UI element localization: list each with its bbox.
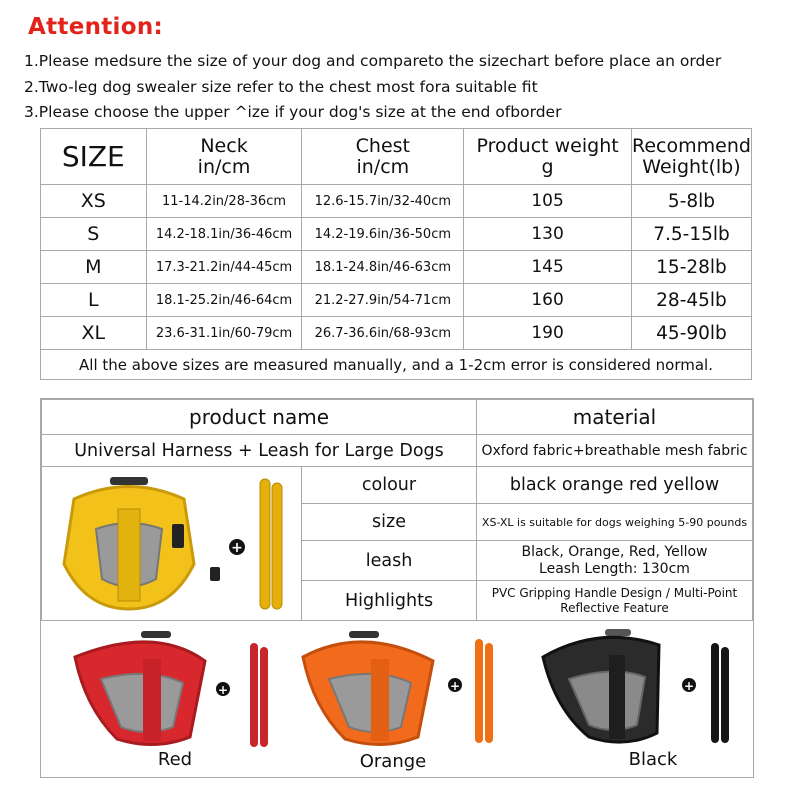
orange-harness-image bbox=[293, 627, 523, 752]
note-2: 2.Two-leg dog swealer size refer to the chest most fora suitable fit bbox=[24, 78, 538, 96]
size-cell: XL bbox=[41, 317, 147, 350]
size-cell: XS bbox=[41, 185, 147, 218]
harness-image bbox=[75, 631, 205, 745]
size-header: SIZE bbox=[41, 129, 147, 185]
size-cell: S bbox=[41, 218, 147, 251]
leash-value-line-2: Leash Length: 130cm bbox=[539, 560, 690, 577]
highlights-value bbox=[476, 580, 753, 621]
weight-cell: 160 bbox=[464, 284, 632, 317]
chest-header-label: Chest bbox=[355, 134, 410, 157]
table-row bbox=[41, 185, 752, 218]
weight-cell: 190 bbox=[464, 317, 632, 350]
neck-header-unit: in/cm bbox=[197, 155, 251, 178]
plus-icon-glyph: + bbox=[217, 683, 229, 697]
product-name-value: Universal Harness + Leash for Large Dogs bbox=[41, 434, 477, 467]
neck-cell: 23.6-31.1in/60-79cm bbox=[146, 317, 302, 350]
note-1: 1.Please medsure the size of your dog and compareto the sizechart before place an order bbox=[24, 52, 722, 70]
chest-cell: 14.2-19.6in/36-50cm bbox=[302, 218, 464, 251]
orange-variant-label: Orange bbox=[359, 751, 427, 772]
rec-cell: 5-8lb bbox=[631, 185, 751, 218]
harness-image bbox=[303, 631, 433, 745]
rec-cell: 7.5-15lb bbox=[631, 218, 751, 251]
neck-header bbox=[146, 129, 302, 185]
rec-header bbox=[631, 129, 751, 185]
black-harness-image bbox=[529, 625, 749, 750]
footnote-row bbox=[41, 350, 752, 380]
weight-header-unit: g bbox=[541, 155, 554, 178]
plus-icon-glyph: + bbox=[449, 679, 461, 693]
plus-icon-glyph: + bbox=[683, 679, 695, 693]
chest-cell: 21.2-27.9in/54-71cm bbox=[302, 284, 464, 317]
chest-cell: 18.1-24.8in/46-63cm bbox=[302, 251, 464, 284]
black-variant-label: Black bbox=[628, 749, 678, 770]
weight-header bbox=[464, 129, 632, 185]
neck-cell: 14.2-18.1in/36-46cm bbox=[146, 218, 302, 251]
leash-value-line-1: Black, Orange, Red, Yellow bbox=[521, 543, 708, 560]
material-value: Oxford fabric+breathable mesh fabric bbox=[476, 434, 753, 467]
material-header: material bbox=[476, 399, 753, 435]
attention-title: Attention: bbox=[28, 14, 164, 40]
yellow-harness-image bbox=[44, 469, 299, 619]
colour-label: colour bbox=[301, 466, 477, 504]
leash-image bbox=[260, 479, 282, 609]
chest-cell: 12.6-15.7in/32-40cm bbox=[302, 185, 464, 218]
size-value: XS-XL is suitable for dogs weighing 5-90 pounds bbox=[476, 503, 753, 541]
neck-cell: 11-14.2in/28-36cm bbox=[146, 185, 302, 218]
highlights-value-line-2: Reflective Feature bbox=[560, 600, 669, 615]
table-row bbox=[41, 251, 752, 284]
black-variant bbox=[529, 625, 749, 775]
size-table-header bbox=[41, 129, 752, 185]
size-cell: L bbox=[41, 284, 147, 317]
leash-image bbox=[711, 643, 729, 743]
rec-header-label: Recommend bbox=[632, 134, 751, 157]
note-3: 3.Please choose the upper ^ize if your dog's size at the end ofborder bbox=[24, 103, 562, 121]
weight-cell: 145 bbox=[464, 251, 632, 284]
table-row bbox=[41, 317, 752, 350]
size-chart-table bbox=[40, 128, 752, 380]
chest-cell: 26.7-36.6in/68-93cm bbox=[302, 317, 464, 350]
yellow-product-image-cell bbox=[41, 466, 302, 621]
weight-header-label: Product weight bbox=[476, 134, 619, 157]
leash-value bbox=[476, 540, 753, 581]
plus-icon-glyph: + bbox=[231, 539, 243, 556]
chest-header-unit: in/cm bbox=[356, 155, 410, 178]
leash-label: leash bbox=[301, 540, 477, 581]
rec-cell: 28-45lb bbox=[631, 284, 751, 317]
red-harness-image bbox=[55, 627, 285, 752]
rec-cell: 15-28lb bbox=[631, 251, 751, 284]
harness-image bbox=[64, 477, 220, 609]
weight-cell: 105 bbox=[464, 185, 632, 218]
highlights-label: Highlights bbox=[301, 580, 477, 621]
product-info-table bbox=[40, 398, 754, 778]
rec-cell: 45-90lb bbox=[631, 317, 751, 350]
chest-header bbox=[302, 129, 464, 185]
harness-image bbox=[543, 629, 659, 742]
red-variant bbox=[55, 627, 285, 775]
rec-header-unit: Weight(lb) bbox=[642, 155, 741, 178]
size-label: size bbox=[301, 503, 477, 541]
table-row bbox=[41, 284, 752, 317]
product-name-header: product name bbox=[41, 399, 477, 435]
orange-variant bbox=[293, 627, 523, 775]
leash-image bbox=[250, 643, 268, 747]
footnote: All the above sizes are measured manually, and a 1-2cm error is considered normal. bbox=[41, 350, 752, 380]
red-variant-label: Red bbox=[157, 749, 193, 770]
neck-cell: 17.3-21.2in/44-45cm bbox=[146, 251, 302, 284]
highlights-value-line-1: PVC Gripping Handle Design / Multi-Point bbox=[491, 585, 738, 600]
leash-image bbox=[475, 639, 493, 743]
neck-header-label: Neck bbox=[200, 134, 248, 157]
table-row bbox=[41, 218, 752, 251]
size-cell: M bbox=[41, 251, 147, 284]
neck-cell: 18.1-25.2in/46-64cm bbox=[146, 284, 302, 317]
colour-value: black orange red yellow bbox=[476, 466, 753, 504]
weight-cell: 130 bbox=[464, 218, 632, 251]
